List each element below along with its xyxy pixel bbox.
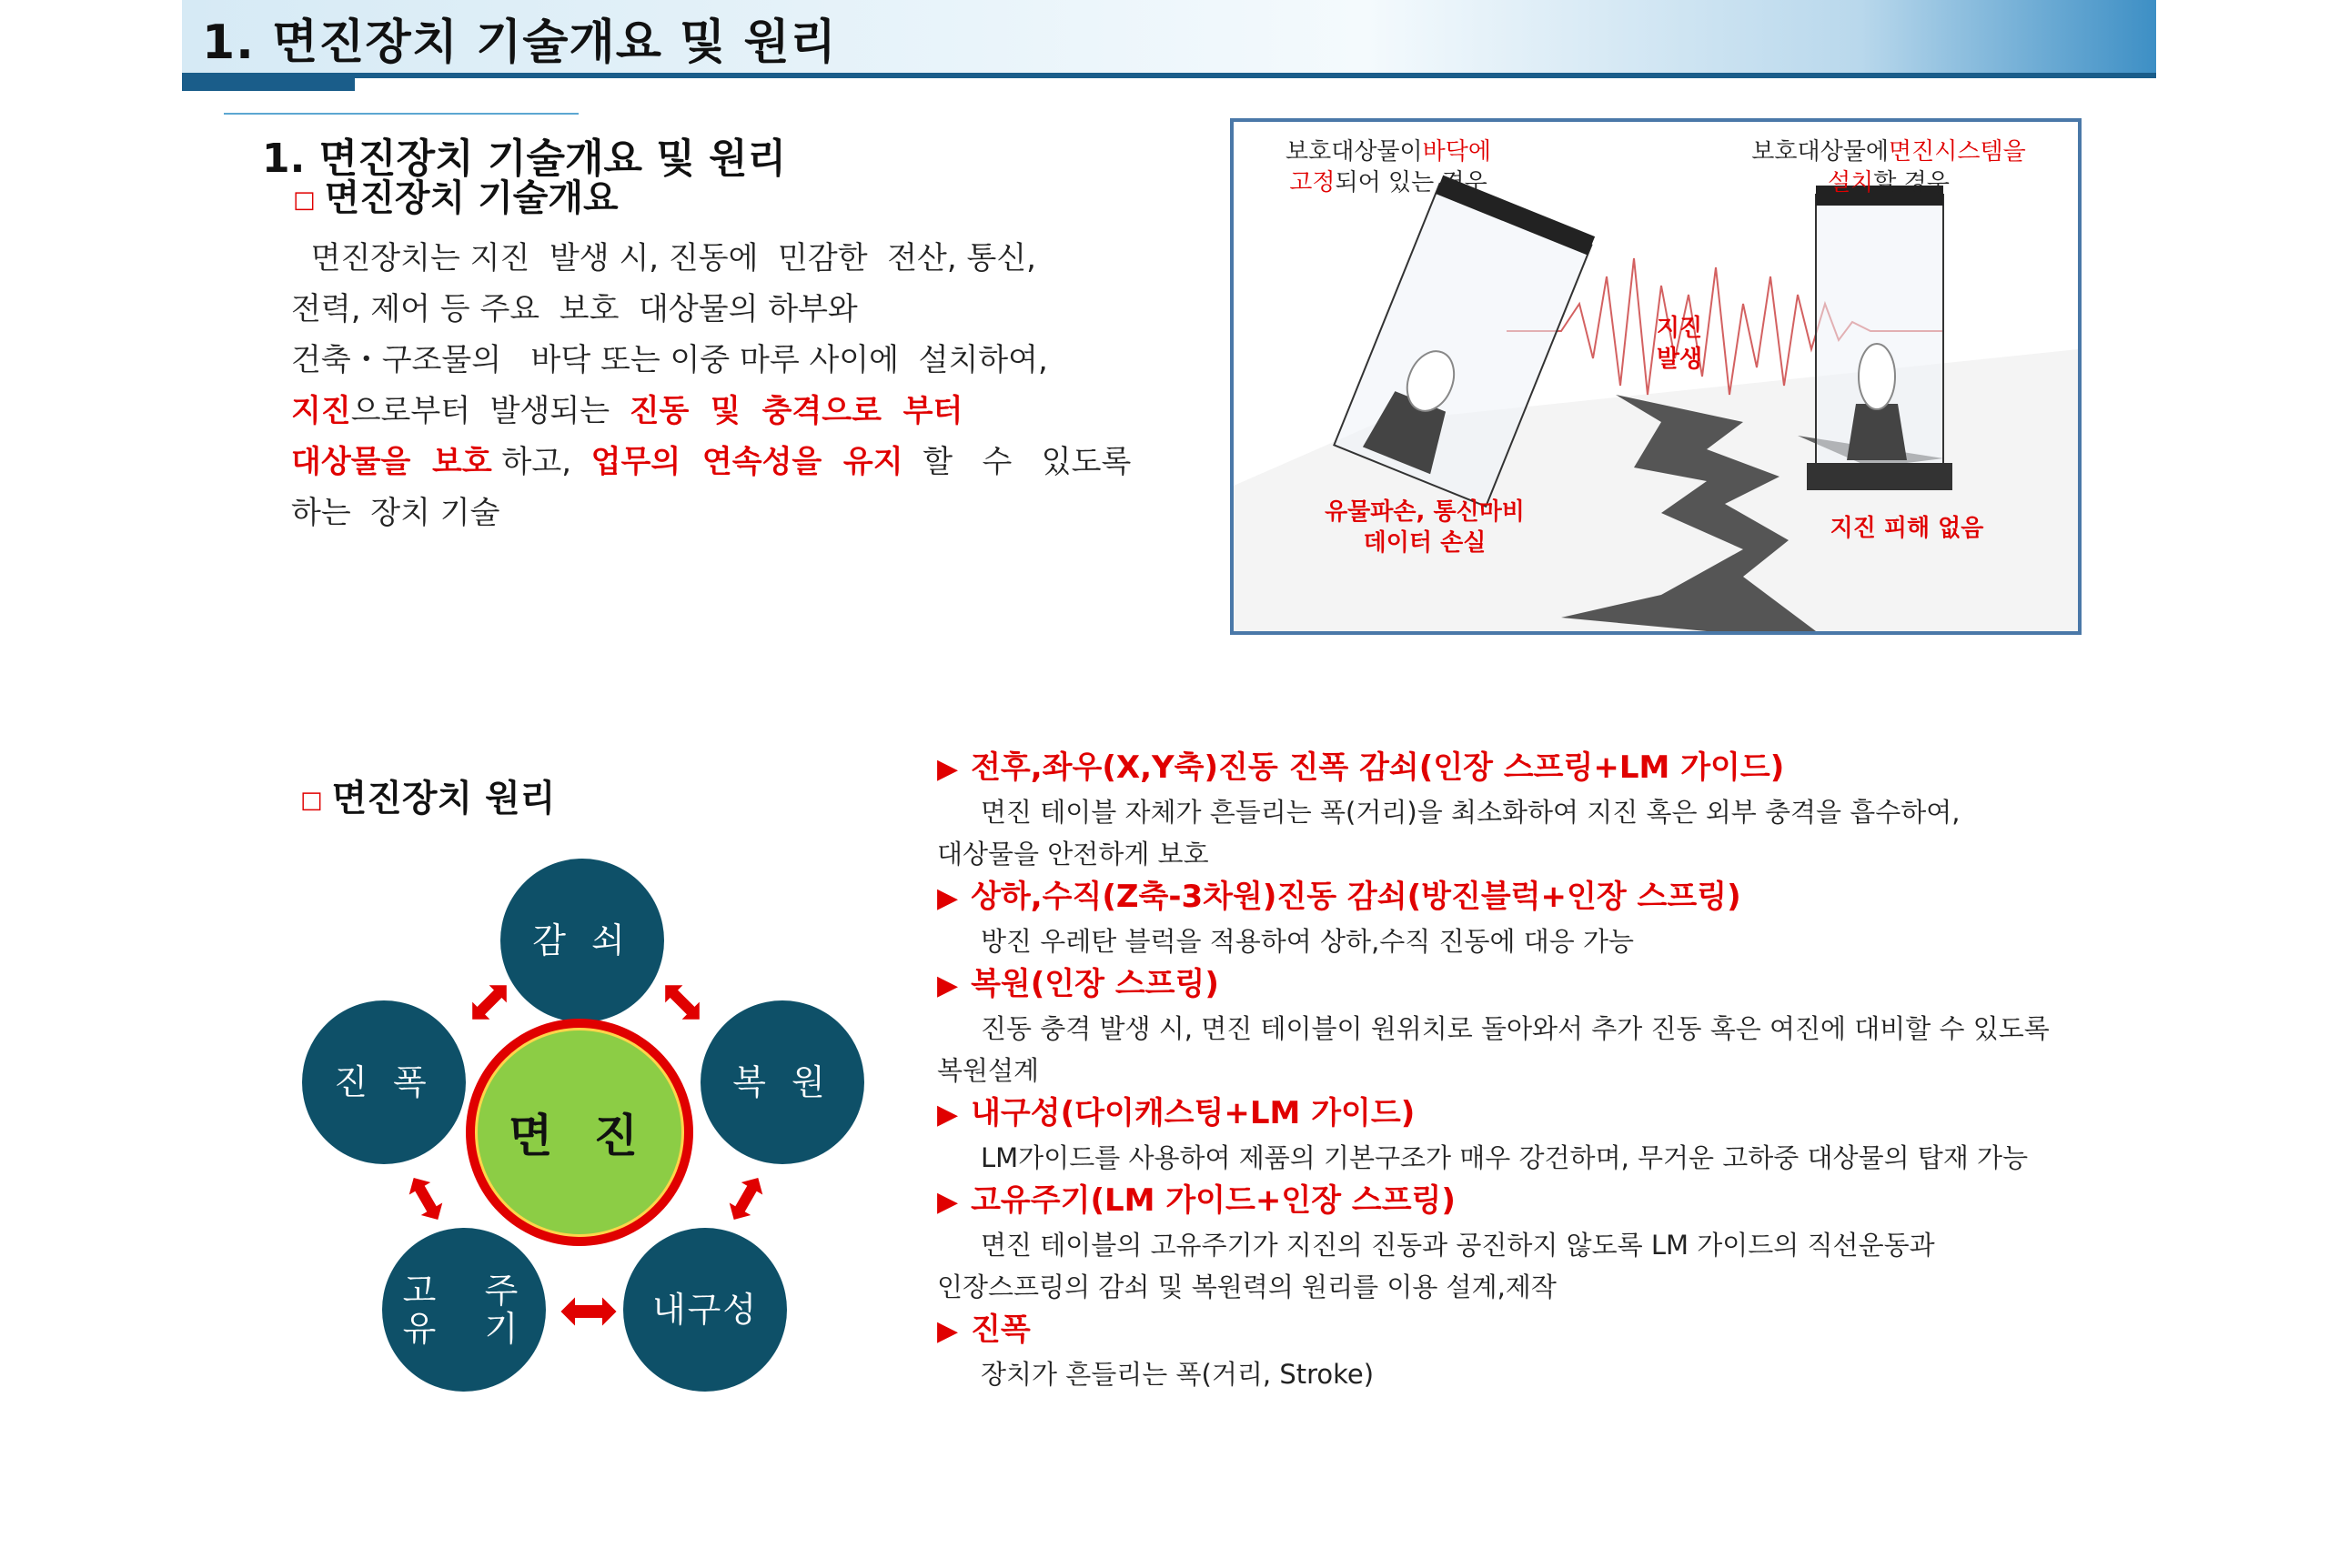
principle-list [937, 746, 2156, 1395]
list-item [937, 1179, 2156, 1308]
node-text: 고 유 [402, 1271, 444, 1349]
list-item-title-text: 전후,좌우(X,Y축)진동 진폭 감쇠(인장 스프링+LM 가이드) [971, 749, 1785, 786]
list-item-title [937, 1091, 2156, 1137]
desc-line: 복원설계 [937, 1055, 1040, 1086]
list-item-title [937, 875, 2156, 920]
node-natural-period [382, 1228, 546, 1392]
node-amplitude: 진 폭 [302, 1000, 466, 1164]
desc-line: 장치가 흔들리는 폭(거리, Stroke) [981, 1359, 1375, 1390]
caption-highlight: 고정 [1289, 169, 1336, 196]
node-restoration: 복 원 [701, 1000, 864, 1164]
quake-label-line: 발생 [1656, 346, 1703, 373]
caption-text: 보호대상물에 [1751, 138, 1889, 166]
list-item-title-text: 진폭 [971, 1312, 1031, 1348]
list-item [937, 1091, 2156, 1179]
earthquake-illustration [1230, 118, 2082, 635]
principle-title [300, 769, 555, 821]
desc-line: 방진 우레탄 블럭을 적용하여 상하,수직 진동에 대응 가능 [981, 926, 1635, 957]
plain-text: 하고, [491, 444, 591, 480]
overview-line: 전력, 제어 등 주요 보호 대상물의 하부와 [291, 291, 858, 327]
damage-label [1288, 497, 1561, 558]
overview-paragraph [291, 233, 1183, 538]
desc-line: 인장스프링의 감쇠 및 복원력의 원리를 이용 설계,제작 [937, 1271, 1557, 1302]
caption-highlight: 설치 [1828, 169, 1874, 196]
double-arrow-icon [462, 975, 517, 1030]
damage-line: 데이터 손실 [1363, 529, 1487, 557]
list-item-title [937, 1308, 2156, 1353]
plain-text: 할 수 있도록 [902, 444, 1132, 480]
caption-text: 할 경우 [1873, 169, 1950, 196]
double-arrow-icon [557, 1284, 620, 1339]
principle-diagram [300, 846, 882, 1410]
plain-text: 으로부터 발생되는 [350, 393, 630, 429]
square-bullet-icon: □ [293, 186, 316, 214]
list-item [937, 962, 2156, 1091]
highlight-text: 지진 [291, 393, 351, 429]
node-damping: 감 쇠 [500, 859, 664, 1022]
center-circle [466, 1019, 693, 1246]
highlight-text: 업무의 연속성을 유지 [590, 444, 903, 480]
quake-label-line: 지진 [1656, 315, 1703, 342]
caption-text: 보호대상물이 [1285, 138, 1423, 166]
fixed-caption [1252, 136, 1525, 198]
caption-text: 되어 있는 경우 [1335, 169, 1487, 196]
double-arrow-icon [719, 1171, 773, 1226]
header-divider [182, 73, 2156, 78]
double-arrow-icon [398, 1171, 453, 1226]
overview-line [291, 386, 1183, 437]
triangle-bullet-icon: ▶ [937, 970, 959, 1001]
list-item-desc [937, 1224, 2156, 1308]
node-text: 주 기 [484, 1271, 526, 1349]
desc-line: 대상물을 안전하게 보호 [937, 839, 1209, 869]
triangle-bullet-icon: ▶ [937, 1186, 959, 1218]
node-durability: 내구성 [623, 1228, 787, 1392]
quake-label [1634, 313, 1725, 375]
highlight-text: 대상물을 보호 [291, 444, 492, 480]
isolated-caption [1716, 136, 2062, 198]
damage-line: 유물파손, 통신마비 [1325, 498, 1525, 526]
overview-line: 건축・구조물의 바닥 또는 이중 마루 사이에 설치하여, [291, 342, 1048, 378]
caption-highlight: 바닥에 [1422, 138, 1492, 166]
header-accent-block [182, 78, 355, 91]
list-item-desc [937, 791, 2156, 875]
caption-highlight: 면진시스템을 [1889, 138, 2026, 166]
list-item-title-text: 고유주기(LM 가이드+인장 스프링) [971, 1182, 1456, 1219]
square-bullet-icon: □ [300, 787, 323, 814]
list-item [937, 1308, 2156, 1395]
highlight-text: 진동 및 충격으로 부터 [629, 393, 963, 429]
triangle-bullet-icon: ▶ [937, 1315, 959, 1347]
desc-line: 면진 테이블 자체가 흔들리는 폭(거리)을 최소화하여 지진 혹은 외부 충격을 흡수하여, [981, 797, 1961, 828]
list-item-title [937, 962, 2156, 1008]
list-item-desc [937, 1353, 2156, 1395]
list-item-desc [937, 920, 2156, 962]
list-item-title-text: 내구성(다이캐스팅+LM 가이드) [971, 1095, 1416, 1131]
page-title: 1. 면진장치 기술개요 및 원리 [202, 15, 837, 70]
principle-title-text: 면진장치 원리 [331, 778, 556, 819]
overview-line: 하는 장치 기술 [291, 495, 500, 531]
list-item-title-text: 복원(인장 스프링) [971, 966, 1219, 1002]
list-item [937, 875, 2156, 962]
list-item-title-text: 상하,수직(Z축-3차원)진동 감쇠(방진블럭+인장 스프링) [971, 879, 1741, 915]
triangle-bullet-icon: ▶ [937, 1099, 959, 1131]
double-arrow-icon [655, 975, 710, 1030]
desc-line: 면진 테이블의 고유주기가 지진의 진동과 공진하지 않도록 LM 가이드의 직선운동과 [981, 1230, 1935, 1261]
overview-subtitle [293, 169, 619, 221]
list-item-title [937, 1179, 2156, 1224]
overview-line: 면진장치는 지진 발생 시, 진동에 민감한 전산, 통신, [291, 240, 1036, 276]
section-title: 1. 면진장치 기술개요 및 원리 [262, 136, 787, 182]
list-item-desc [937, 1008, 2156, 1091]
triangle-bullet-icon: ▶ [937, 753, 959, 785]
desc-line: 진동 충격 발생 시, 면진 테이블이 원위치로 돌아와서 추가 진동 혹은 여진에 대비할 수 있도록 [981, 1013, 2050, 1044]
no-damage-label: 지진 피해 없음 [1830, 515, 1984, 542]
list-item-desc [937, 1137, 2156, 1179]
list-item [937, 746, 2156, 875]
list-item-title [937, 746, 2156, 791]
overview-line [291, 437, 1183, 487]
desc-line: LM가이드를 사용하여 제품의 기본구조가 매우 강건하며, 무거운 고하중 대상물의 탑재 가능 [981, 1142, 2029, 1173]
center-label: 면 진 [475, 1028, 684, 1237]
overview-subtitle-text: 면진장치 기술개요 [324, 177, 619, 219]
triangle-bullet-icon: ▶ [937, 882, 959, 914]
section-divider [224, 113, 579, 115]
